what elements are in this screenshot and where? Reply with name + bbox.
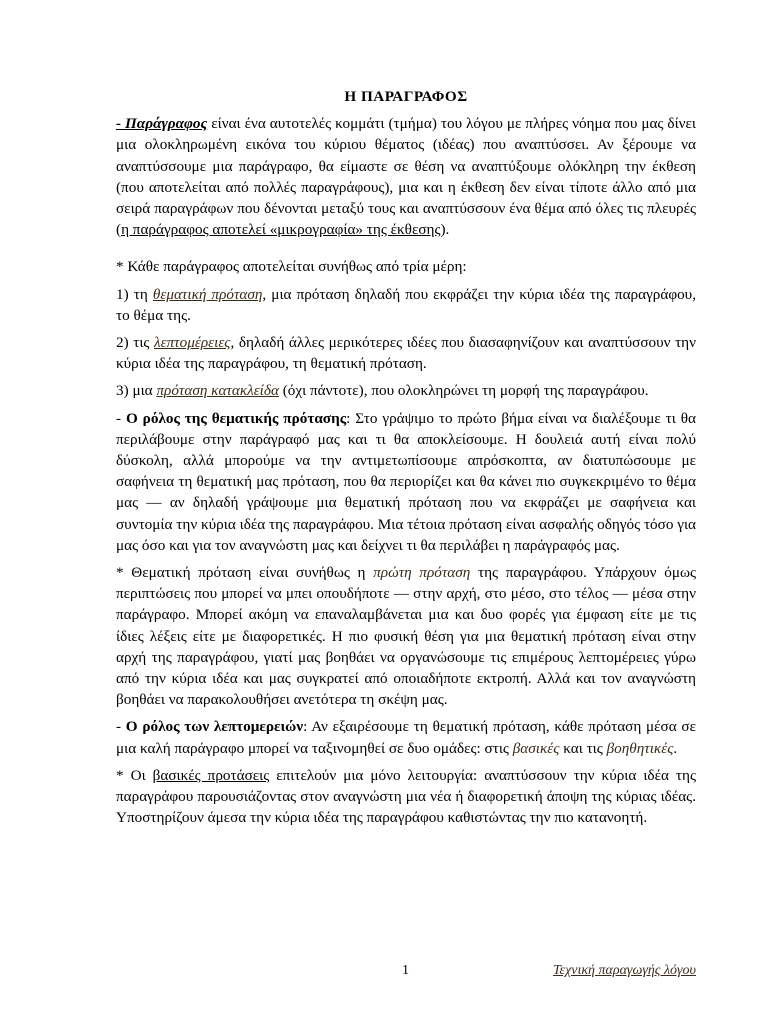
part-2 — [116, 332, 696, 374]
part-3-text: (όχι πάντοτε), που ολοκληρώνει τη μορφή της παραγράφου. — [278, 382, 649, 400]
part-3-term: πρόταση κατακλείδα — [156, 382, 279, 400]
part-1-term: θεματική πρόταση — [152, 285, 263, 303]
intro-term: - Παράγραφος — [116, 115, 208, 133]
basic-term: βασικές προτάσεις — [152, 766, 270, 784]
part-3-prefix: 3) μια — [116, 382, 157, 400]
page-number: 1 — [402, 963, 409, 978]
role-details-paragraph — [116, 716, 696, 758]
basic-paragraph — [116, 765, 696, 829]
intro-text-2: ). — [440, 221, 450, 239]
intro-paragraph — [116, 113, 696, 240]
role-details-text-1: : Αν εξαιρέσουμε τη θεματική πρόταση, κάθε πρόταση μέσα σε μια καλή παράγραφο μπορεί να ταξινομηθεί σε δυο ομάδες: στις — [116, 718, 696, 757]
role-topic-dash: - — [116, 409, 126, 427]
position-paragraph — [116, 562, 696, 710]
part-2-text: , δηλαδή άλλες μερικότερες ιδέες που διασαφηνίζουν και αναπτύσσουν την κύρια ιδέα της παραγράφου, τη θεματική πρόταση. — [116, 334, 696, 373]
part-2-prefix: 2) τις — [116, 334, 155, 352]
part-3 — [116, 380, 696, 401]
footer-title: Τεχνική παραγωγής λόγου — [553, 963, 696, 978]
role-details-term-2: βοηθητικές — [606, 739, 674, 757]
basic-prefix: * Οι — [116, 766, 153, 784]
page-title: Η ΠΑΡΑΓΡΑΦΟΣ — [344, 88, 468, 105]
role-topic-heading: Ο ρόλος της θεματικής πρότασης — [125, 409, 347, 427]
position-text-1: * Θεματική πρόταση είναι συνήθως η — [116, 564, 374, 582]
parts-heading: * Κάθε παράγραφος αποτελείται συνήθως από τρία μέρη: — [116, 258, 467, 276]
position-term: πρώτη πρόταση — [373, 564, 471, 582]
part-1-prefix: 1) τη — [116, 285, 153, 303]
role-details-dash: - — [116, 718, 126, 736]
position-text-2: της παραγράφου. Υπάρχουν όμως περιπτώσεις που μπορεί να μπει οπουδήποτε — στην αρχή, στο μέσο, στο τέλος — μέσα στην παράγραφο. Μπορεί ακόμη να επαναλαμβάνεται μια και δυο φορές για έμφαση είτε με τις ίδιες λέξεις είτε με διαφορετικές. Η πιο φυσική θέση για μια θεματική πρόταση είναι στην αρχή της παραγράφου, γιατί μας βοηθάει να οργανώσουμε τις επιμέρους λεπτομέρειες γύρω από την κύρια ιδέα και μας συγκρατεί από οποιαδήποτε εκτροπή. Αλλά και τον αναγνώστη βοηθάει να παρακολουθήσει ανετότερα τη σκέψη μας. — [116, 564, 696, 709]
part-2-term: λεπτομέρειες — [154, 334, 231, 352]
role-details-heading: Ο ρόλος των λεπτομερειών — [125, 718, 304, 736]
part-1-text: , μια πρόταση δηλαδή που εκφράζει την κύρια ιδέα της παραγράφου, το θέμα της. — [116, 285, 696, 324]
part-1 — [116, 284, 696, 326]
intro-underlined: η παράγραφος αποτελεί «μικρογραφία» της έκθεσης — [121, 221, 441, 239]
basic-text: επιτελούν μια μόνο λειτουργία: αναπτύσσουν την κύρια ιδέα της παραγράφου παρουσιάζοντας στον αναγνώστη μια νέα ή διαφορετική άποψη της κύριας ιδέας. Υποστηρίζουν άμεσα την κύρια ιδέα της παραγράφου καθιστώντας την πιο κατανοητή. — [116, 766, 696, 827]
role-topic-paragraph — [116, 408, 696, 556]
role-details-term-1: βασικές — [512, 739, 560, 757]
role-details-text-3: . — [673, 739, 678, 757]
intro-text-1: είναι ένα αυτοτελές κομμάτι (τμήμα) του λόγου με πλήρες νόημα που μας δίνει μια ολοκληρωμένη εικόνα του κύριου θέματος (ιδέας) που αναπτύσσει. Αν ξέρουμε να αναπτύσσουμε μια παράγραφο, θα είμαστε σε θέση να αναπτύξουμε ολόκληρη την έκθεση (που αποτελείται από πολλές παραγράφους), μια και η έκθεση δεν είναι τίποτε άλλο από μια σειρά παραγράφων που δένονται μεταξύ τους και αναπτύσσουν ένα θέμα από όλες τις πλευρές ( — [116, 115, 696, 239]
role-topic-text: : Στο γράψιμο το πρώτο βήμα είναι να διαλέξουμε τι θα περιλάβουμε στην παράγραφό μας και τι θα αποκλείσουμε. Η δουλειά αυτή είναι πολύ δύσκολη, αλλά μπορούμε να την αντιμετωπίσουμε απρόσκοπτα, αν διατυπώσουμε με σαφήνεια τη θεματική μας πρόταση, που θα περιορίζει και θα κάνει πιο συγκεκριμένο το θέμα μας — αν δηλαδή γράψουμε μια θεματική πρόταση που να εκφράζει με σαφήνεια και συντομία την κύρια ιδέα της παραγράφου. Μια τέτοια πρόταση είναι ασφαλής οδηγός τόσο για μας όσο και για τον αναγνώστη μας και δείχνει τι θα περιλάβει η παράγραφός μας. — [116, 409, 697, 554]
role-details-text-2: και τις — [559, 739, 607, 757]
document-body — [116, 86, 696, 835]
